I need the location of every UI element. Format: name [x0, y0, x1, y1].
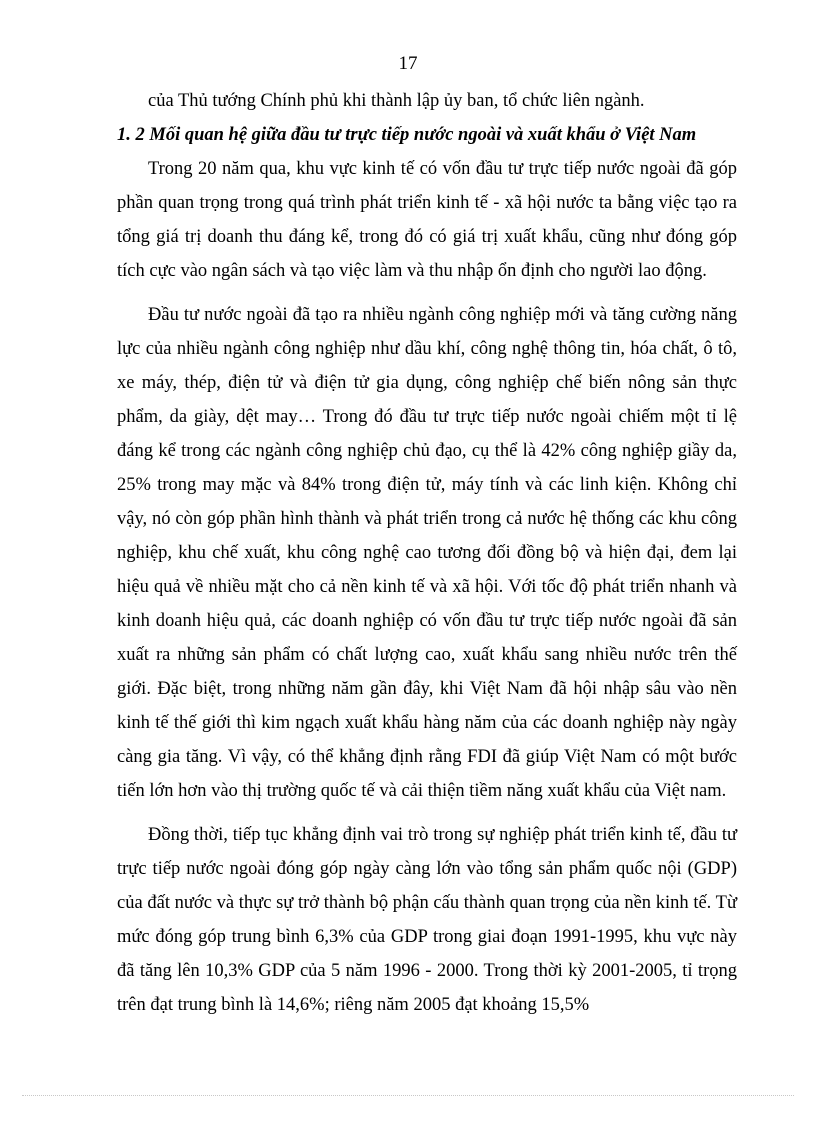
section-heading: 1. 2 Mối quan hệ giữa đầu tư trực tiếp nước ngoài và xuất khẩu ở Việt Nam: [117, 125, 697, 145]
page-number: 17: [398, 53, 418, 74]
continuation-paragraph: của Thủ tướng Chính phủ khi thành lập ủy ban, tổ chức liên ngành.: [148, 91, 645, 111]
paragraph-2: Đầu tư nước ngoài đã tạo ra nhiều ngành công nghiệp mới và tăng cường năng lực của nhiều ngành công nghiệp như dầu khí, công nghệ thông tin, hóa chất, ô tô, xe máy, thép, điện tử và điện tử gia dụng, công nghiệp chế biến nông sản thực phẩm, da giày, dệt may… Trong đó đầu tư trực tiếp nước ngoài chiếm một tỉ lệ đáng kể trong các ngành công nghiệp chủ đạo, cụ thể là 42% công nghiệp giầy da, 25% trong may mặc và 84% trong điện tử, máy tính và các linh kiện. Không chỉ vậy, nó còn góp phần hình thành và phát triển trong cả nước hệ thống các khu công nghiệp, khu chế xuất, khu công nghệ cao tương đối đồng bộ và hiện đại, đem lại hiệu quả về nhiều mặt cho cả nền kinh tế và xã hội. Với tốc độ phát triển nhanh và kinh doanh hiệu quả, các doanh nghiệp có vốn đầu tư trực tiếp nước ngoài đã sản xuất ra những sản phẩm có chất lượng cao, xuất khẩu sang nhiều nước trên thế giới. Đặc biệt, trong những năm gần đây, khi Việt Nam đã hội nhập sâu vào nền kinh tế thế giới thì kim ngạch xuất khẩu hàng năm của các doanh nghiệp này ngày càng gia tăng. Vì vậy, có thể khẳng định rằng FDI đã giúp Việt Nam có một bước tiến lớn hơn vào thị trường quốc tế và cải thiện tiềm năng xuất khẩu của Việt nam.: [117, 305, 737, 801]
paragraph-spacer: [117, 808, 737, 818]
paragraph-3: Đồng thời, tiếp tục khẳng định vai trò trong sự nghiệp phát triển kinh tế, đầu tư trực tiếp nước ngoài đóng góp ngày càng lớn vào tổng sản phẩm quốc nội (GDP) của đất nước và thực sự trở thành bộ phận cấu thành quan trọng của nền kinh tế. Từ mức đóng góp trung bình 6,3% của GDP trong giai đoạn 1991-1995, khu vực này đã tăng lên 10,3% GDP của 5 năm 1996 - 2000. Trong thời kỳ 2001-2005, tỉ trọng trên đạt trung bình là 14,6%; riêng năm 2005 đạt khoảng 15,5%: [117, 825, 737, 1015]
paragraph-1: Trong 20 năm qua, khu vực kinh tế có vốn đầu tư trực tiếp nước ngoài đã góp phần quan trọng trong quá trình phát triển kinh tế - xã hội nước ta bằng việc tạo ra tổng giá trị doanh thu đáng kể, trong đó có giá trị xuất khẩu, cũng như đóng góp tích cực vào ngân sách và tạo việc làm và thu nhập ổn định cho người lao động.: [117, 159, 737, 281]
paragraph-spacer: [117, 288, 737, 298]
document-body: [117, 84, 737, 1022]
page-bottom-divider: [22, 1095, 794, 1096]
